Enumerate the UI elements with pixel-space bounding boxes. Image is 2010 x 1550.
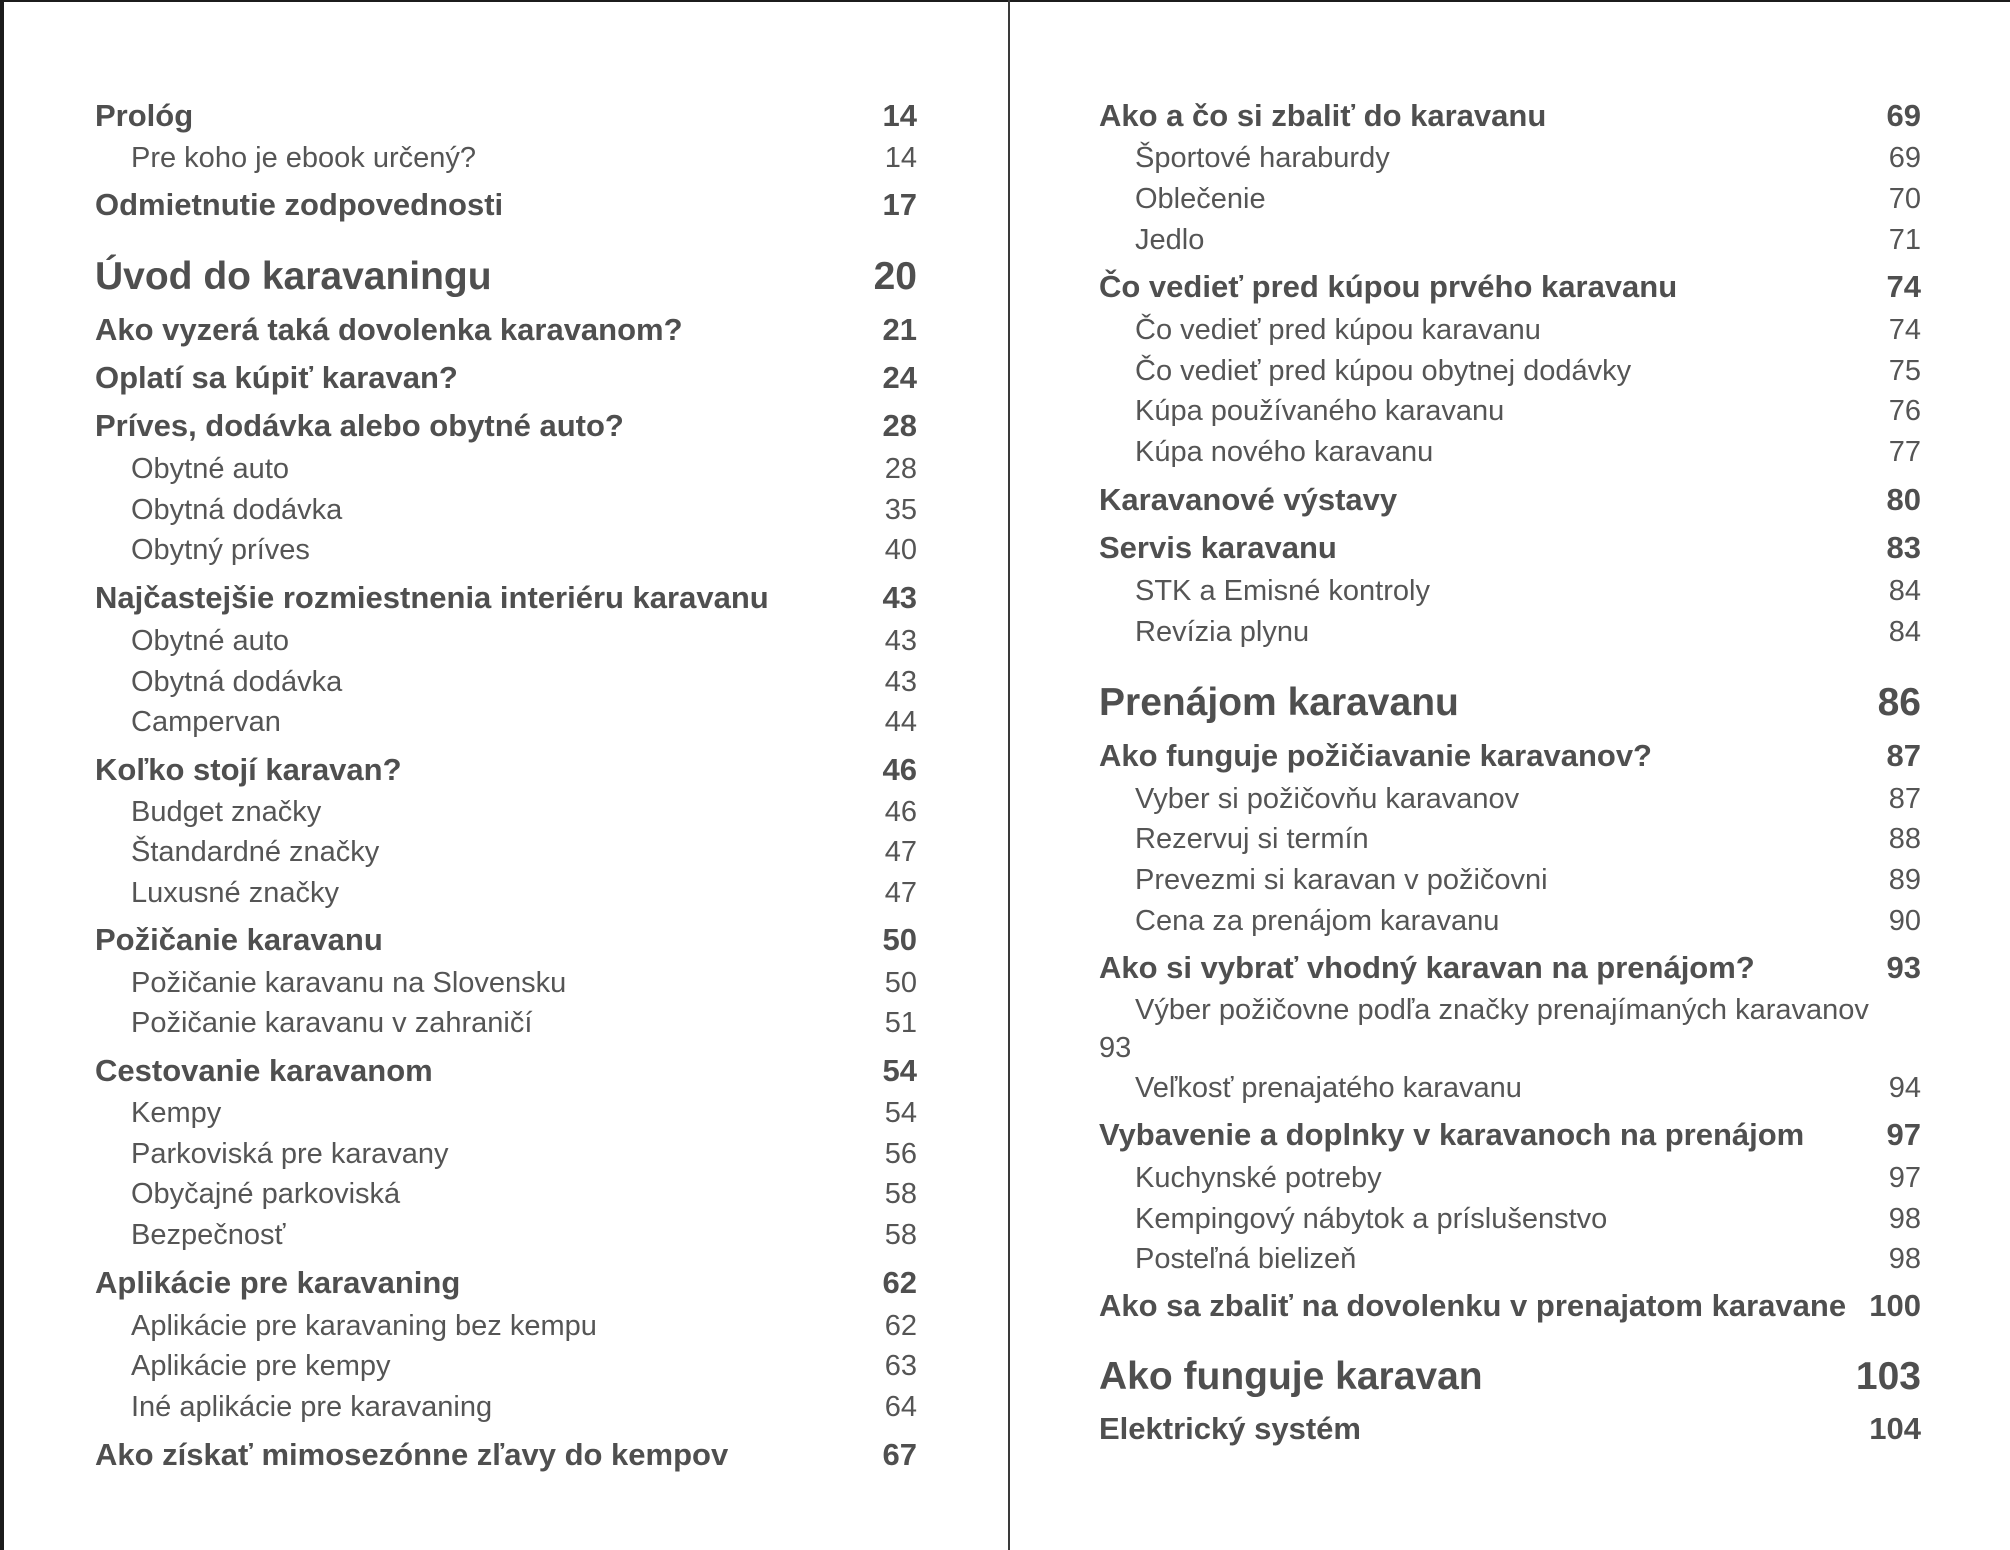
toc-subsection[interactable]	[95, 1093, 917, 1133]
toc-entry-title: Príves, dodávka alebo obytné auto?	[95, 408, 624, 443]
toc-page-number: 86	[1877, 681, 1921, 724]
toc-section[interactable]	[1099, 267, 1921, 307]
toc-subsection[interactable]	[1099, 220, 1921, 260]
toc-section[interactable]	[1099, 96, 1921, 136]
toc-subsection[interactable]	[95, 873, 917, 913]
toc-subsection[interactable]	[1099, 571, 1921, 611]
toc-subsection[interactable]	[95, 1174, 917, 1214]
toc-page-number: 103	[1855, 1355, 1921, 1398]
toc-entry-title: Posteľná bielizeň	[1135, 1243, 1357, 1275]
toc-page-number: 20	[873, 255, 917, 298]
toc-section[interactable]	[95, 920, 917, 960]
toc-subsection[interactable]	[1099, 779, 1921, 819]
toc-entry-title: Kúpa nového karavanu	[1135, 436, 1434, 468]
toc-entry-title: Obytný príves	[131, 534, 310, 566]
toc-page-number: 43	[884, 666, 917, 698]
toc-section[interactable]	[1099, 1115, 1921, 1155]
toc-entry-title: Aplikácie pre kempy	[131, 1350, 391, 1382]
toc-page-number: 84	[1888, 616, 1921, 648]
toc-page-number: 54	[882, 1053, 917, 1088]
toc-chapter[interactable]	[95, 252, 917, 302]
toc-entry-title: Servis karavanu	[1099, 530, 1337, 565]
toc-page-number: 46	[884, 796, 917, 828]
toc-page-number: 94	[1888, 1072, 1921, 1104]
toc-entry-title: Prenájom karavanu	[1099, 681, 1459, 724]
toc-page-number: 56	[884, 1138, 917, 1170]
toc-section[interactable]	[95, 1051, 917, 1091]
toc-section[interactable]	[95, 358, 917, 398]
toc-subsection[interactable]	[95, 1003, 917, 1043]
toc-section[interactable]	[95, 578, 917, 618]
toc-subsection[interactable]	[1099, 819, 1921, 859]
toc-page-number: 97	[1888, 1162, 1921, 1194]
toc-entry-title: Najčastejšie rozmiestnenia interiéru karavanu	[95, 580, 769, 615]
toc-entry-title: Ako funguje požičiavanie karavanov?	[1099, 738, 1652, 773]
toc-entry-title: Oblečenie	[1135, 183, 1266, 215]
toc-chapter[interactable]	[1099, 678, 1921, 728]
toc-subsection[interactable]	[1099, 432, 1921, 472]
toc-page-number: 44	[884, 706, 917, 738]
toc-page-number: 98	[1888, 1203, 1921, 1235]
toc-page-number: 97	[1886, 1117, 1921, 1152]
toc-page-number: 54	[884, 1097, 917, 1129]
toc-entry-title: Ako a čo si zbaliť do karavanu	[1099, 98, 1547, 133]
toc-subsection[interactable]	[95, 1387, 917, 1427]
toc-section[interactable]	[95, 406, 917, 446]
toc-chapter[interactable]	[1099, 1352, 1921, 1402]
toc-page-number: 100	[1869, 1288, 1921, 1323]
toc-page-number: 47	[884, 877, 917, 909]
toc-page-number: 47	[884, 836, 917, 868]
toc-entry-title: Štandardné značky	[131, 836, 380, 868]
toc-section[interactable]	[1099, 948, 1921, 988]
toc-subsection[interactable]	[1099, 1239, 1921, 1279]
toc-page-number: 104	[1869, 1411, 1921, 1446]
toc-page-number: 46	[882, 752, 917, 787]
book-spine-divider	[1008, 0, 1010, 1550]
toc-page-number: 35	[884, 494, 917, 526]
toc-subsection[interactable]	[1099, 179, 1921, 219]
toc-page-number: 58	[884, 1178, 917, 1210]
toc-subsection[interactable]	[1099, 612, 1921, 652]
toc-page-number: 28	[884, 453, 917, 485]
toc-page-number: 87	[1886, 738, 1921, 773]
toc-subsection[interactable]	[1099, 391, 1921, 431]
toc-section[interactable]	[1099, 736, 1921, 776]
toc-entry-title: Kempy	[131, 1097, 222, 1129]
toc-section[interactable]	[95, 96, 917, 136]
toc-entry-title: Veľkosť prenajatého karavanu	[1135, 1072, 1522, 1104]
toc-entry-title: Úvod do karavaningu	[95, 255, 492, 298]
toc-entry-title: Koľko stojí karavan?	[95, 752, 402, 787]
toc-page-number: 14	[884, 142, 917, 174]
toc-entry-title: Cena za prenájom karavanu	[1135, 905, 1500, 937]
toc-page-number: 75	[1888, 355, 1921, 387]
toc-entry-title: Iné aplikácie pre karavaning	[131, 1391, 493, 1423]
toc-entry-title: Kempingový nábytok a príslušenstvo	[1135, 1203, 1608, 1235]
toc-subsection[interactable]	[95, 963, 917, 1003]
toc-entry-title: Vyber si požičovňu karavanov	[1135, 783, 1520, 815]
toc-page-number: 62	[884, 1310, 917, 1342]
toc-entry-title: Luxusné značky	[131, 877, 339, 909]
toc-entry-title: Požičanie karavanu na Slovensku	[131, 967, 567, 999]
toc-entry-title: STK a Emisné kontroly	[1135, 575, 1430, 607]
toc-entry-title: Odmietnutie zodpovednosti	[95, 187, 504, 222]
toc-subsection[interactable]	[1099, 1158, 1921, 1198]
toc-entry-title: Požičanie karavanu v zahraničí	[131, 1007, 533, 1039]
toc-page-number: 89	[1888, 864, 1921, 896]
toc-page-number: 83	[1886, 530, 1921, 565]
toc-section[interactable]	[1099, 480, 1921, 520]
toc-page-number: 63	[884, 1350, 917, 1382]
toc-entry-title: Obytné auto	[131, 453, 289, 485]
toc-subsection[interactable]	[95, 1215, 917, 1255]
toc-subsection[interactable]	[95, 792, 917, 832]
toc-subsection[interactable]	[95, 1306, 917, 1346]
toc-section[interactable]	[95, 185, 917, 225]
toc-entry-title: Kúpa používaného karavanu	[1135, 395, 1505, 427]
toc-subsection[interactable]	[95, 449, 917, 489]
toc-section[interactable]	[95, 1263, 917, 1303]
toc-section[interactable]	[1099, 1409, 1921, 1449]
toc-page-number: 58	[884, 1219, 917, 1251]
toc-page-number: 62	[882, 1265, 917, 1300]
toc-entry-title: Vybavenie a doplnky v karavanoch na prenájom	[1099, 1117, 1805, 1152]
toc-entry-title: Revízia plynu	[1135, 616, 1310, 648]
toc-subsection[interactable]	[95, 832, 917, 872]
toc-page-number: 88	[1888, 823, 1921, 855]
toc-entry-title: Čo vedieť pred kúpou obytnej dodávky	[1135, 355, 1632, 387]
toc-entry-title: Campervan	[131, 706, 281, 738]
toc-page-number: 21	[882, 312, 917, 347]
toc-section[interactable]	[1099, 1286, 1921, 1326]
toc-entry-title: Parkoviská pre karavany	[131, 1138, 449, 1170]
toc-page-number: 93	[1886, 950, 1921, 985]
toc-page-number: 70	[1888, 183, 1921, 215]
toc-section[interactable]	[1099, 528, 1921, 568]
toc-entry-title: Jedlo	[1135, 224, 1205, 256]
toc-page-number: 24	[882, 360, 917, 395]
toc-page-number: 87	[1888, 783, 1921, 815]
toc-subsection[interactable]	[95, 530, 917, 570]
toc-page-number: 90	[1888, 905, 1921, 937]
toc-entry-title: Obytná dodávka	[131, 666, 343, 698]
toc-entry-title: Požičanie karavanu	[95, 922, 383, 957]
toc-subsection[interactable]	[1099, 1199, 1921, 1239]
toc-entry-title: Prevezmi si karavan v požičovni	[1135, 864, 1548, 896]
toc-subsection[interactable]	[1099, 860, 1921, 900]
toc-page-number: 51	[884, 1007, 917, 1039]
toc-entry-title: Ako získať mimosezónne zľavy do kempov	[95, 1437, 729, 1472]
toc-page-number: 28	[882, 408, 917, 443]
toc-entry-title: Aplikácie pre karavaning	[95, 1265, 461, 1300]
toc-page-number: 69	[1888, 142, 1921, 174]
toc-page-number: 80	[1886, 482, 1921, 517]
left-page-edge	[0, 0, 4, 1550]
toc-page-number: 64	[884, 1391, 917, 1423]
toc-subsection[interactable]	[95, 662, 917, 702]
toc-entry-title: Pre koho je ebook určený?	[131, 142, 476, 174]
toc-entry-title: Obytná dodávka	[131, 494, 343, 526]
toc-entry-title: Ako vyzerá taká dovolenka karavanom?	[95, 312, 683, 347]
toc-entry-title: Elektrický systém	[1099, 1411, 1361, 1446]
toc-section[interactable]	[95, 750, 917, 790]
toc-entry-title: Ako sa zbaliť na dovolenku v prenajatom karavane	[1099, 1288, 1847, 1323]
toc-page-number: 93	[1099, 1032, 1132, 1064]
toc-entry-title: Budget značky	[131, 796, 322, 828]
toc-entry-title: Ako si vybrať vhodný karavan na prenájom?	[1099, 950, 1755, 985]
toc-section[interactable]	[95, 1435, 917, 1475]
toc-subsection[interactable]	[1099, 990, 1921, 1070]
toc-entry-title: Rezervuj si termín	[1135, 823, 1369, 855]
toc-entry-title: Obyčajné parkoviská	[131, 1178, 401, 1210]
toc-page-number: 98	[1888, 1243, 1921, 1275]
toc-entry-title: Kuchynské potreby	[1135, 1162, 1382, 1194]
toc-page-number: 76	[1888, 395, 1921, 427]
toc-page-number: 17	[882, 187, 917, 222]
toc-subsection[interactable]	[95, 138, 917, 178]
toc-entry-title: Cestovanie karavanom	[95, 1053, 433, 1088]
toc-entry-title: Bezpečnosť	[131, 1219, 286, 1251]
toc-entry-title: Ako funguje karavan	[1099, 1355, 1483, 1398]
toc-subsection[interactable]	[95, 1346, 917, 1386]
toc-entry-title: Prológ	[95, 98, 194, 133]
toc-entry-title: Športové haraburdy	[1135, 142, 1390, 174]
toc-subsection[interactable]	[1099, 901, 1921, 941]
toc-subsection[interactable]	[1099, 1068, 1921, 1108]
toc-page-number: 67	[882, 1437, 917, 1472]
toc-page-number: 40	[884, 534, 917, 566]
toc-entry-title: Aplikácie pre karavaning bez kempu	[131, 1310, 597, 1342]
toc-page-number: 74	[1888, 314, 1921, 346]
toc-page-number: 43	[882, 580, 917, 615]
toc-subsection[interactable]	[95, 1134, 917, 1174]
toc-subsection[interactable]	[1099, 138, 1921, 178]
toc-page-number: 71	[1888, 224, 1921, 256]
toc-entry-title: Čo vedieť pred kúpou prvého karavanu	[1099, 269, 1678, 304]
toc-page-number: 50	[882, 922, 917, 957]
toc-page-number: 14	[882, 98, 917, 133]
toc-page-number: 74	[1886, 269, 1921, 304]
toc-entry-title: Výber požičovne podľa značky prenajímaných karavanov	[1135, 994, 1869, 1026]
toc-subsection[interactable]	[95, 702, 917, 742]
toc-subsection[interactable]	[1099, 310, 1921, 350]
toc-page-number: 43	[884, 625, 917, 657]
toc-section[interactable]	[95, 310, 917, 350]
toc-subsection[interactable]	[95, 490, 917, 530]
toc-subsection[interactable]	[1099, 351, 1921, 391]
toc-page-number: 84	[1888, 575, 1921, 607]
toc-entry-title: Čo vedieť pred kúpou karavanu	[1135, 314, 1541, 346]
top-border	[0, 0, 2010, 2]
toc-page-number: 77	[1888, 436, 1921, 468]
toc-entry-title: Oplatí sa kúpiť karavan?	[95, 360, 458, 395]
toc-entry-title: Obytné auto	[131, 625, 289, 657]
toc-subsection[interactable]	[95, 621, 917, 661]
toc-page-number: 50	[884, 967, 917, 999]
toc-page-number: 69	[1886, 98, 1921, 133]
toc-entry-title: Karavanové výstavy	[1099, 482, 1398, 517]
